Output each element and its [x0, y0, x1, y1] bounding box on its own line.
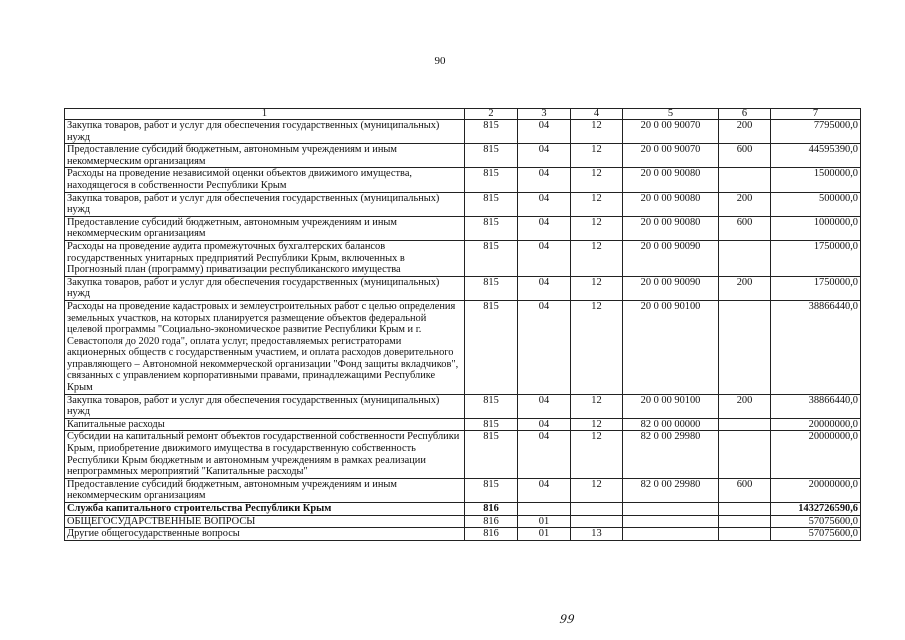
amount-cell: 20000000,0 — [771, 478, 861, 502]
admin-code-cell: 815 — [465, 418, 518, 431]
admin-code-cell: 815 — [465, 300, 518, 394]
description-cell: Расходы на проведение независимой оценки объектов движимого имущества, находящегося в собственности Республики Крым — [65, 168, 465, 192]
admin-code-cell: 815 — [465, 478, 518, 502]
subsection-cell: 12 — [571, 394, 623, 418]
description-cell: Закупка товаров, работ и услуг для обеспечения государственных (муниципальных) нужд — [65, 120, 465, 144]
amount-cell: 20000000,0 — [771, 418, 861, 431]
admin-code-cell: 815 — [465, 120, 518, 144]
description-cell: Другие общегосударственные вопросы — [65, 528, 465, 541]
expense-type-cell: 600 — [719, 216, 771, 240]
expense-type-cell: 600 — [719, 144, 771, 168]
table-row — [65, 192, 861, 216]
target-article-cell — [623, 515, 719, 528]
subsection-cell: 12 — [571, 276, 623, 300]
amount-cell: 1000000,0 — [771, 216, 861, 240]
description-cell: Закупка товаров, работ и услуг для обеспечения государственных (муниципальных) нужд — [65, 276, 465, 300]
table-row — [65, 168, 861, 192]
expense-type-cell: 200 — [719, 394, 771, 418]
expense-type-cell — [719, 528, 771, 541]
target-article-cell: 20 0 00 90100 — [623, 300, 719, 394]
target-article-cell: 20 0 00 90080 — [623, 168, 719, 192]
admin-code-cell: 815 — [465, 240, 518, 276]
subsection-cell: 12 — [571, 216, 623, 240]
subsection-cell: 12 — [571, 300, 623, 394]
description-cell: Закупка товаров, работ и услуг для обеспечения государственных (муниципальных) нужд — [65, 394, 465, 418]
target-article-cell: 20 0 00 90070 — [623, 144, 719, 168]
header-cell: 5 — [623, 109, 719, 120]
section-cell: 04 — [518, 418, 571, 431]
section-cell: 04 — [518, 216, 571, 240]
admin-code-cell: 815 — [465, 144, 518, 168]
header-cell: 3 — [518, 109, 571, 120]
target-article-cell: 82 0 00 00000 — [623, 418, 719, 431]
section-cell: 04 — [518, 144, 571, 168]
subsection-cell: 12 — [571, 431, 623, 478]
target-article-cell: 20 0 00 90070 — [623, 120, 719, 144]
expense-type-cell — [719, 515, 771, 528]
admin-code-cell: 815 — [465, 431, 518, 478]
amount-cell: 1750000,0 — [771, 240, 861, 276]
admin-code-cell: 815 — [465, 394, 518, 418]
section-cell: 04 — [518, 478, 571, 502]
subsection-cell: 12 — [571, 120, 623, 144]
table-row — [65, 528, 861, 541]
header-cell: 4 — [571, 109, 623, 120]
section-cell: 01 — [518, 515, 571, 528]
subsection-cell: 12 — [571, 168, 623, 192]
section-cell: 04 — [518, 192, 571, 216]
admin-code-cell: 815 — [465, 192, 518, 216]
table-row — [65, 144, 861, 168]
table-row — [65, 240, 861, 276]
description-cell: Служба капитального строительства Республики Крым — [65, 503, 465, 516]
subsection-cell: 12 — [571, 144, 623, 168]
subsection-cell — [571, 515, 623, 528]
handwritten-page-mark: 99 — [558, 611, 577, 626]
table-row — [65, 418, 861, 431]
target-article-cell: 20 0 00 90080 — [623, 216, 719, 240]
admin-code-cell: 815 — [465, 276, 518, 300]
section-cell: 04 — [518, 394, 571, 418]
header-cell: 2 — [465, 109, 518, 120]
table-body — [65, 120, 861, 541]
section-cell: 04 — [518, 240, 571, 276]
subsection-cell: 12 — [571, 240, 623, 276]
target-article-cell: 20 0 00 90100 — [623, 394, 719, 418]
table-row — [65, 300, 861, 394]
expense-type-cell — [719, 431, 771, 478]
section-cell: 04 — [518, 168, 571, 192]
header-cell: 7 — [771, 109, 861, 120]
section-cell: 04 — [518, 431, 571, 478]
expense-type-cell — [719, 418, 771, 431]
expense-type-cell — [719, 503, 771, 516]
header-cell: 1 — [65, 109, 465, 120]
description-cell: Предоставление субсидий бюджетным, автономным учреждениям и иным некоммерческим организациям — [65, 478, 465, 502]
amount-cell: 57075600,0 — [771, 528, 861, 541]
subsection-cell: 12 — [571, 418, 623, 431]
amount-cell: 38866440,0 — [771, 300, 861, 394]
amount-cell: 1500000,0 — [771, 168, 861, 192]
target-article-cell: 20 0 00 90080 — [623, 192, 719, 216]
table-row — [65, 478, 861, 502]
subsection-cell: 12 — [571, 478, 623, 502]
amount-cell: 57075600,0 — [771, 515, 861, 528]
target-article-cell: 20 0 00 90090 — [623, 276, 719, 300]
description-cell: Расходы на проведение кадастровых и землеустроительных работ с целью определения земельных участков, на которых планируется размещение объектов федеральной целевой программы "Социально-экономическое развитие Республики Крым и г. Севастополя до 2020 года", оплата услуг, предоставляемых регистраторами акционерных обществ с государственным участием, и оплата расходов доверительного управляющего – Автономной некоммерческой организации "Фонд защиты вкладчиков", связанных с управлением корпоративными правами, принадлежащими Республике Крым — [65, 300, 465, 394]
table-row — [65, 503, 861, 516]
amount-cell: 38866440,0 — [771, 394, 861, 418]
section-cell: 04 — [518, 120, 571, 144]
amount-cell: 1432726590,6 — [771, 503, 861, 516]
section-cell: 04 — [518, 300, 571, 394]
amount-cell: 500000,0 — [771, 192, 861, 216]
description-cell: ОБЩЕГОСУДАРСТВЕННЫЕ ВОПРОСЫ — [65, 515, 465, 528]
expense-type-cell: 200 — [719, 192, 771, 216]
admin-code-cell: 815 — [465, 216, 518, 240]
table-row — [65, 515, 861, 528]
amount-cell: 1750000,0 — [771, 276, 861, 300]
table-row — [65, 216, 861, 240]
admin-code-cell: 815 — [465, 168, 518, 192]
table-row — [65, 120, 861, 144]
description-cell: Капитальные расходы — [65, 418, 465, 431]
subsection-cell — [571, 503, 623, 516]
subsection-cell: 12 — [571, 192, 623, 216]
budget-table — [64, 108, 861, 541]
table-row — [65, 394, 861, 418]
target-article-cell: 82 0 00 29980 — [623, 431, 719, 478]
section-cell — [518, 503, 571, 516]
amount-cell: 20000000,0 — [771, 431, 861, 478]
header-row — [65, 109, 861, 120]
section-cell: 04 — [518, 276, 571, 300]
admin-code-cell: 816 — [465, 515, 518, 528]
table-row — [65, 276, 861, 300]
expense-type-cell: 200 — [719, 276, 771, 300]
expense-type-cell: 200 — [719, 120, 771, 144]
admin-code-cell: 816 — [465, 528, 518, 541]
amount-cell: 44595390,0 — [771, 144, 861, 168]
section-cell: 01 — [518, 528, 571, 541]
amount-cell: 7795000,0 — [771, 120, 861, 144]
description-cell: Субсидии на капитальный ремонт объектов государственной собственности Республики Крым, приобретение движимого имущества в государственную собственность Республики Крым бюджетным и автономным учреждениям в рамках реализации непрограммных мероприятий "Капитальные расходы" — [65, 431, 465, 478]
subsection-cell: 13 — [571, 528, 623, 541]
page-number: 90 — [434, 55, 446, 67]
description-cell: Закупка товаров, работ и услуг для обеспечения государственных (муниципальных) нужд — [65, 192, 465, 216]
header-cell: 6 — [719, 109, 771, 120]
description-cell: Предоставление субсидий бюджетным, автономным учреждениям и иным некоммерческим организациям — [65, 216, 465, 240]
target-article-cell — [623, 528, 719, 541]
table-row — [65, 431, 861, 478]
expense-type-cell: 600 — [719, 478, 771, 502]
description-cell: Расходы на проведение аудита промежуточных бухгалтерских балансов государственных унитарных предприятий Республики Крым, включенных в Прогнозный план (программу) приватизации республиканского имущества — [65, 240, 465, 276]
target-article-cell: 20 0 00 90090 — [623, 240, 719, 276]
expense-type-cell — [719, 240, 771, 276]
admin-code-cell: 816 — [465, 503, 518, 516]
target-article-cell — [623, 503, 719, 516]
description-cell: Предоставление субсидий бюджетным, автономным учреждениям и иным некоммерческим организациям — [65, 144, 465, 168]
target-article-cell: 82 0 00 29980 — [623, 478, 719, 502]
expense-type-cell — [719, 168, 771, 192]
expense-type-cell — [719, 300, 771, 394]
